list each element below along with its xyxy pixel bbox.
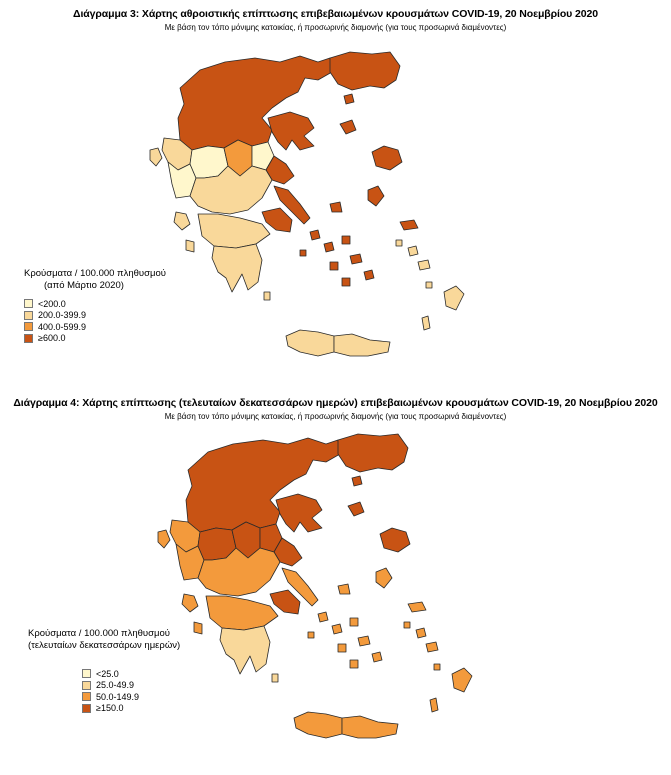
legend-item — [24, 321, 166, 333]
region-chalkidiki — [268, 112, 314, 150]
legend-item — [24, 310, 166, 322]
legend-label: 50.0-149.9 — [96, 691, 140, 702]
region-thasos — [352, 476, 362, 486]
region-lesvos — [372, 146, 402, 170]
region-skyros — [330, 202, 342, 212]
legend-label: 400.0-599.9 — [38, 321, 87, 332]
region-rhodes — [452, 668, 472, 692]
region-attica — [262, 208, 292, 232]
map-title: Διάγραμμα 3: Χάρτης αθροιστικής επίπτωσης επιβεβαιωμένων κρουσμάτων COVID-19, 20 Νοεμβρίου 2020 — [73, 8, 598, 20]
legend-label: 200.0-399.9 — [38, 310, 87, 321]
region-lemnos — [340, 120, 356, 134]
region-corfu — [150, 148, 162, 166]
legend-item — [24, 298, 166, 310]
map-panel-cumulative — [0, 0, 671, 385]
region-zakynthos — [186, 240, 194, 252]
region-karpathos — [422, 316, 430, 330]
region-corfu — [158, 530, 170, 548]
region-peloponnese-north — [198, 214, 270, 248]
region-peloponnese-south — [220, 626, 270, 674]
region-crete-east — [342, 716, 398, 738]
legend-title-line2: (από Μάρτιο 2020) — [44, 280, 124, 291]
region-crete-west — [294, 712, 342, 738]
legend-title-line2: (τελευταίων δεκατεσσάρων ημερών) — [28, 640, 181, 651]
legend-swatch — [24, 322, 33, 331]
region-dodecanese — [404, 622, 440, 670]
region-karpathos — [430, 698, 438, 712]
legend-label: <200.0 — [38, 298, 66, 309]
region-dodecanese — [396, 240, 432, 288]
region-kefalonia — [174, 212, 190, 230]
region-macedonia — [178, 56, 332, 150]
region-cyclades — [308, 612, 382, 668]
legend-swatch — [82, 692, 91, 701]
region-macedonia — [186, 438, 340, 532]
region-chios — [368, 186, 384, 206]
region-skyros — [338, 584, 350, 594]
legend-swatch — [82, 681, 91, 690]
region-samos — [400, 220, 418, 230]
map-legend — [28, 628, 180, 714]
legend-title-line1: Κρούσματα / 100.000 πληθυσμού — [24, 268, 166, 279]
region-kythira — [272, 674, 278, 682]
legend-item — [82, 703, 180, 715]
region-attica — [270, 590, 300, 614]
region-kefalonia — [182, 594, 198, 612]
map-legend — [24, 268, 166, 344]
map-title: Διάγραμμα 4: Χάρτης επίπτωσης (τελευταίων δεκατεσσάρων ημερών) επιβεβαιωμένων κρουσμάτων COVID-19, 20 Νοεμβρίου 2020 — [13, 397, 658, 409]
legend-title-line1: Κρούσματα / 100.000 πληθυσμού — [28, 628, 170, 639]
region-crete-east — [334, 334, 390, 356]
region-thrace — [330, 52, 400, 90]
legend-label: ≥150.0 — [96, 703, 124, 714]
legend-swatch — [24, 334, 33, 343]
legend-swatch — [24, 311, 33, 320]
legend-item — [82, 680, 180, 692]
legend-swatch — [24, 299, 33, 308]
region-samos — [408, 602, 426, 612]
map-subtitle: Με βάση τον τόπο μόνιμης κατοικίας, ή προσωρινής διαμονής (για τους προσωρινά διαμένοντες) — [164, 412, 507, 421]
map-subtitle: Με βάση τον τόπο μόνιμης κατοικίας, ή προσωρινής διαμονής (για τους προσωρινά διαμένοντες) — [164, 23, 507, 32]
region-crete-west — [286, 330, 334, 356]
map-panel-14day — [0, 388, 671, 775]
legend-item — [82, 691, 180, 703]
region-peloponnese-south — [212, 244, 262, 292]
greece-choropleth-map — [0, 388, 671, 775]
region-zakynthos — [194, 622, 202, 634]
region-lemnos — [348, 502, 364, 516]
legend-swatch — [82, 669, 91, 678]
legend-swatch — [82, 704, 91, 713]
region-rhodes — [444, 286, 464, 310]
region-thasos — [344, 94, 354, 104]
legend-item — [24, 333, 166, 345]
legend-label: 25.0-49.9 — [96, 680, 135, 691]
region-chalkidiki — [276, 494, 322, 532]
region-cyclades — [300, 230, 374, 286]
legend-label: <25.0 — [96, 668, 119, 679]
legend-item — [82, 668, 180, 680]
region-peloponnese-north — [206, 596, 278, 630]
region-lesvos — [380, 528, 410, 552]
region-chios — [376, 568, 392, 588]
region-kythira — [264, 292, 270, 300]
legend-label: ≥600.0 — [38, 333, 66, 344]
region-thrace — [338, 434, 408, 472]
